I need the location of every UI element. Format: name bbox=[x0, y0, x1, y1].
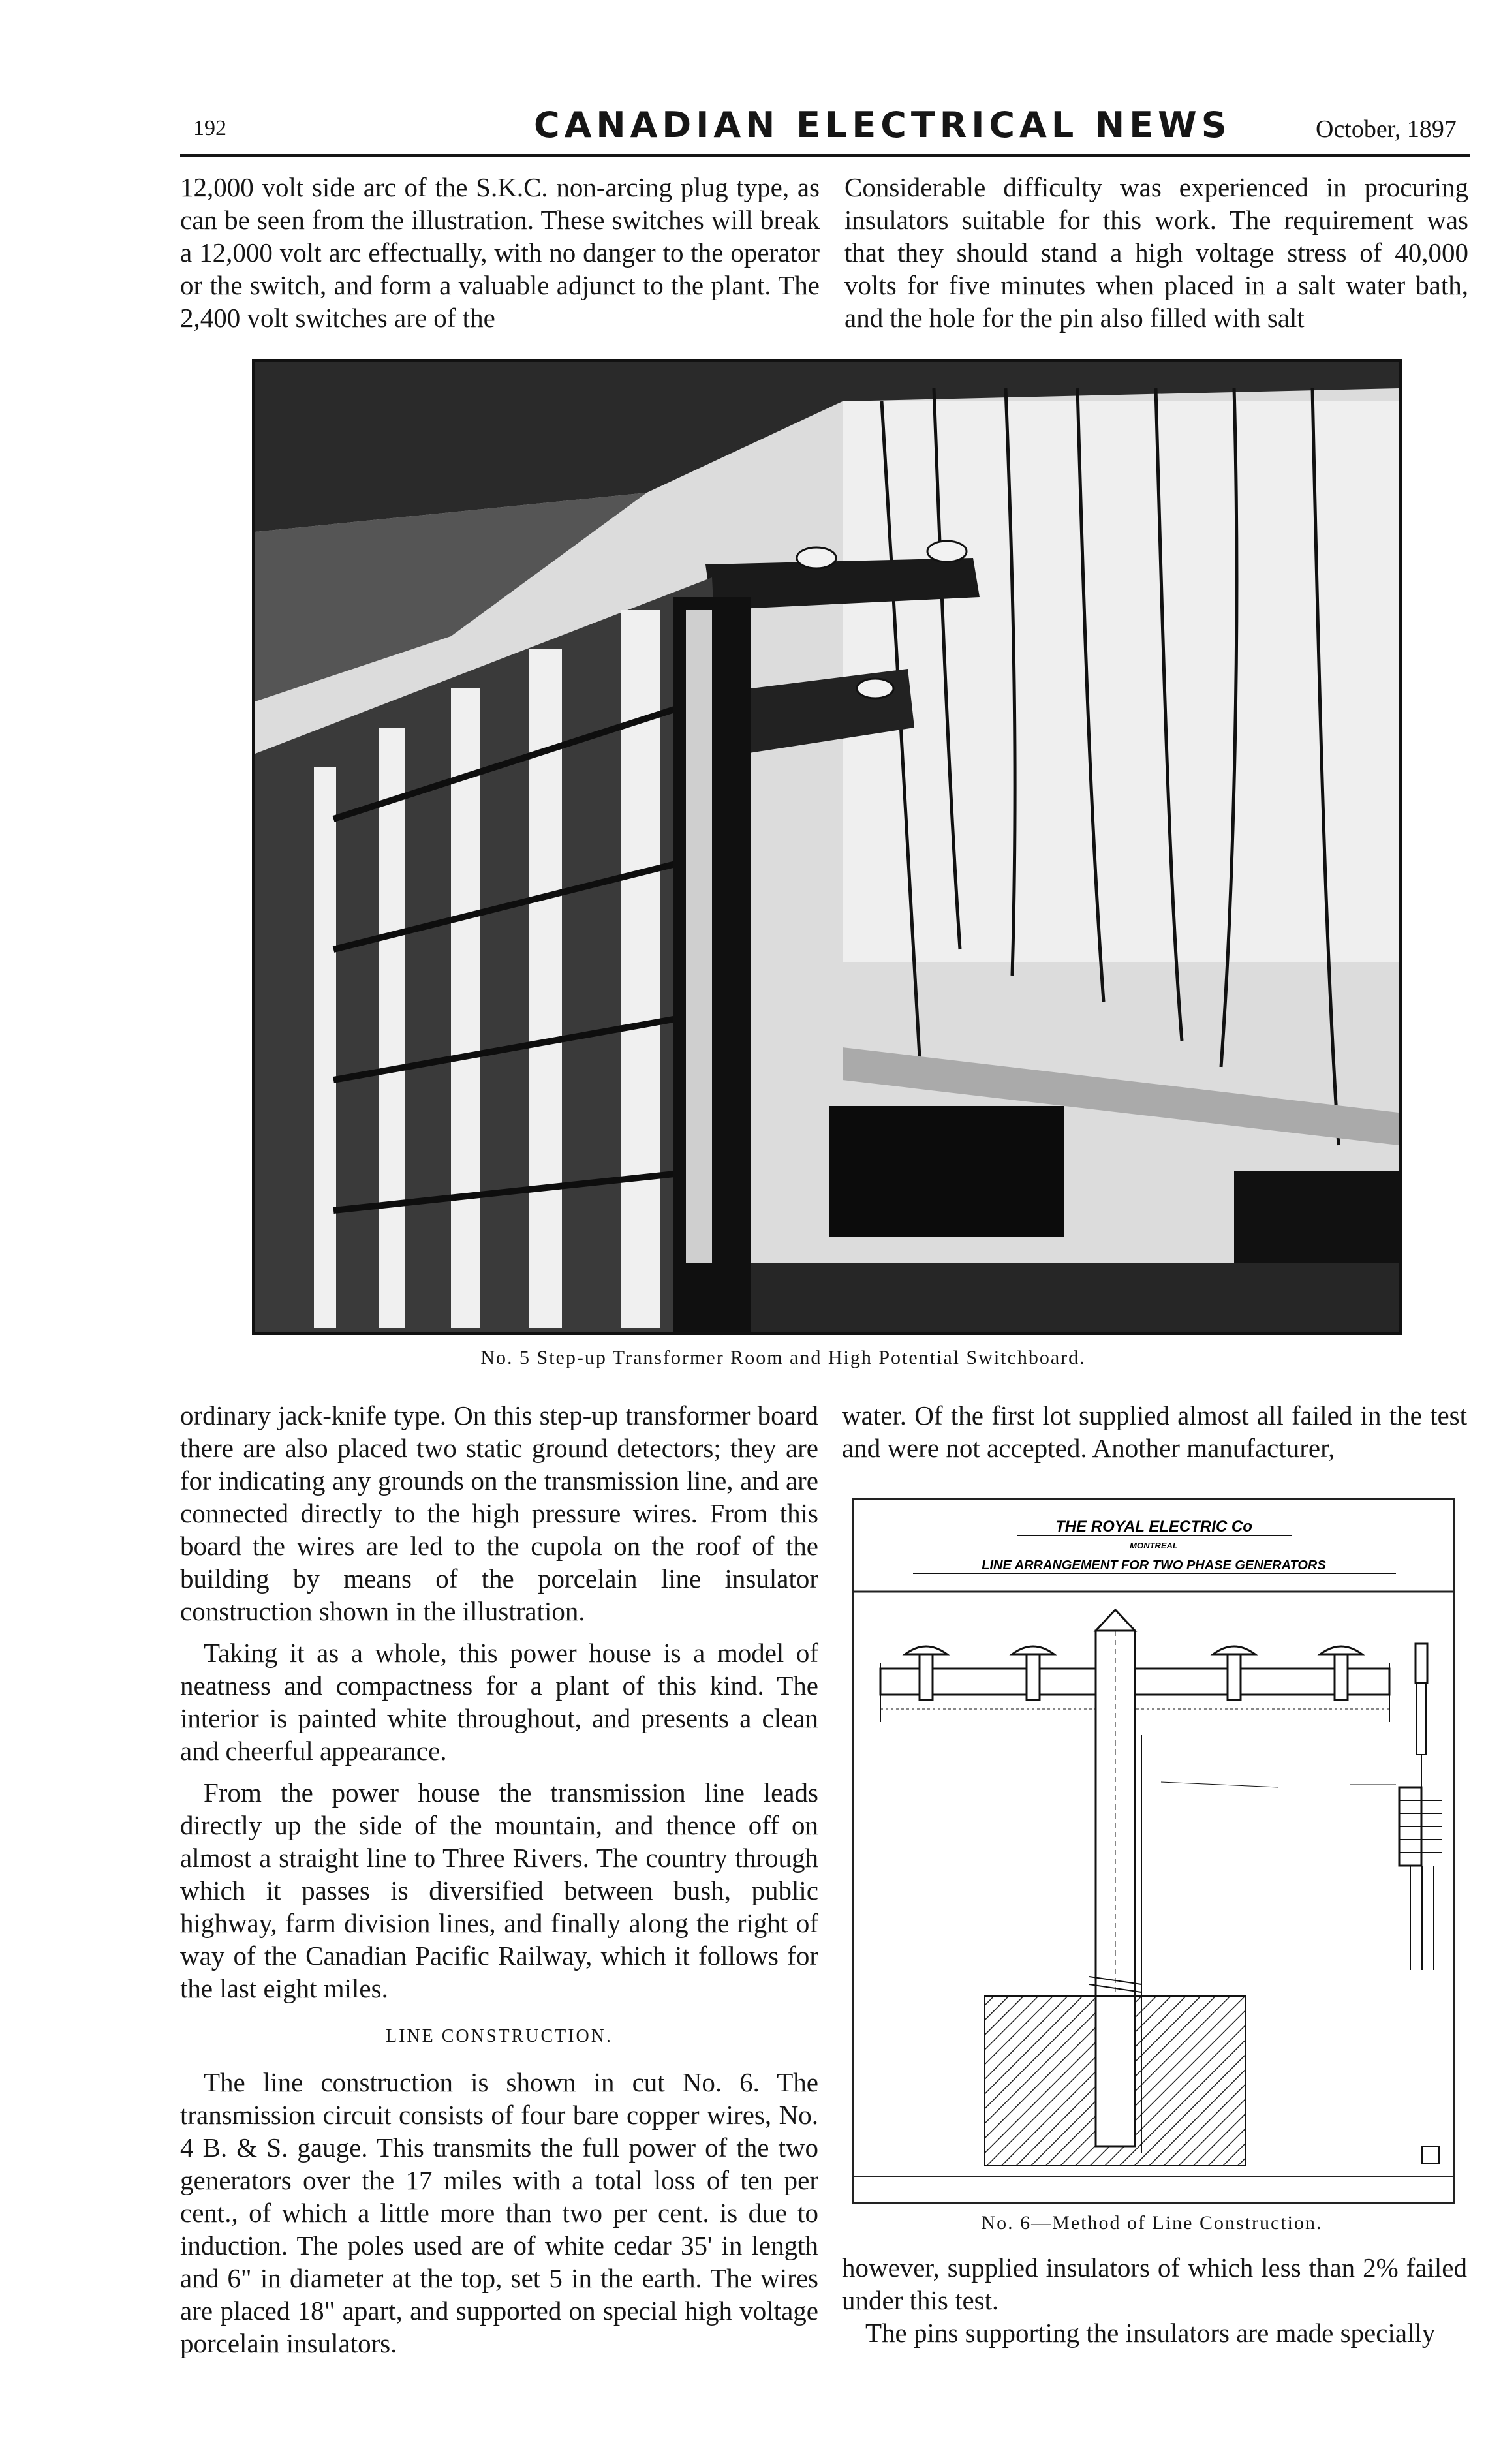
paragraph: ordinary jack-knife type. On this step-up transformer board there are also placed two static ground detectors; they are for indicating any grounds on the transmission line, and are connected directly to the high pressure wires. From this board the wires are led to the cupola on the roof of the building by means of the porcelain line insulator construction shown in the illustration. bbox=[180, 1400, 818, 1626]
issue-date: October, 1897 bbox=[1316, 116, 1457, 143]
right-column-top bbox=[842, 1399, 1467, 1464]
top-left-column bbox=[180, 171, 820, 334]
page-number: 192 bbox=[193, 116, 226, 140]
line-construction-diagram bbox=[854, 1500, 1453, 2202]
photo-caption: No. 5 Step-up Transformer Room and High Potential Switchboard. bbox=[480, 1347, 1086, 1368]
top-right-column bbox=[844, 171, 1468, 334]
paragraph: however, supplied insulators of which less than 2% failed under this test. bbox=[842, 2253, 1467, 2315]
figure-subtitle: MONTREAL bbox=[1130, 1541, 1178, 1550]
left-column bbox=[180, 1399, 818, 2360]
figure-title: THE ROYAL ELECTRIC Co bbox=[1055, 1518, 1252, 1535]
paragraph: The line construction is shown in cut No. 6. The transmission circuit consists of four bare copper wires, No. 4 B. & S. gauge. This transmits the full power of the two generators over the 17 miles with a total loss of ten per cent., of which a little more than two per cent. is due to induction. The poles used are of white cedar 35' in length and 6" in diameter at the top, set 5 in the earth. The wires are placed 18" apart, and supported on special high voltage porcelain insulators. bbox=[180, 2067, 818, 2358]
paragraph: Considerable difficulty was experienced in procuring insulators suitable for this work. The requirement was that they should stand a high voltage stress of 40,000 volts for five minutes when placed in a salt water bath, and the hole for the pin also filled with salt bbox=[844, 172, 1468, 333]
figure-caption: No. 6—Method of Line Construction. bbox=[981, 2212, 1323, 2234]
paragraph: 12,000 volt side arc of the S.K.C. non-arcing plug type, as can be seen from the illustration. These switches will break a 12,000 volt arc effectually, with no danger to the operator or the switch, and form a valuable adjunct to the plant. The 2,400 volt switches are of the bbox=[180, 172, 820, 333]
section-heading: LINE CONSTRUCTION. bbox=[386, 2026, 613, 2046]
right-column-bottom bbox=[842, 2251, 1467, 2349]
header-rule bbox=[180, 154, 1470, 157]
paragraph: From the power house the transmission line leads directly up the side of the mountain, and thence off on almost a straight line to Three Rivers. The country through which it passes is diversified between bush, public highway, farm division lines, and finally along the right of way of the Canadian Pacific Railway, which it follows for the last eight miles. bbox=[180, 1778, 818, 2003]
paragraph: The pins supporting the insulators are made specially bbox=[865, 2318, 1436, 2348]
paragraph: Taking it as a whole, this power house is a model of neatness and compactness for a plant of this kind. The interior is painted white throughout, and presents a clean and cheerful appearance. bbox=[180, 1638, 818, 1766]
figure-heading: LINE ARRANGEMENT FOR TWO PHASE GENERATORS bbox=[982, 1558, 1326, 1573]
journal-title: CANADIAN ELECTRICAL NEWS bbox=[534, 104, 1231, 146]
switchboard-photo bbox=[252, 359, 1402, 1335]
switchboard-photo-image bbox=[255, 362, 1399, 1332]
paragraph: water. Of the first lot supplied almost all failed in the test and were not accepted. Another manufacturer, bbox=[842, 1400, 1467, 1463]
line-construction-figure bbox=[852, 1498, 1455, 2204]
